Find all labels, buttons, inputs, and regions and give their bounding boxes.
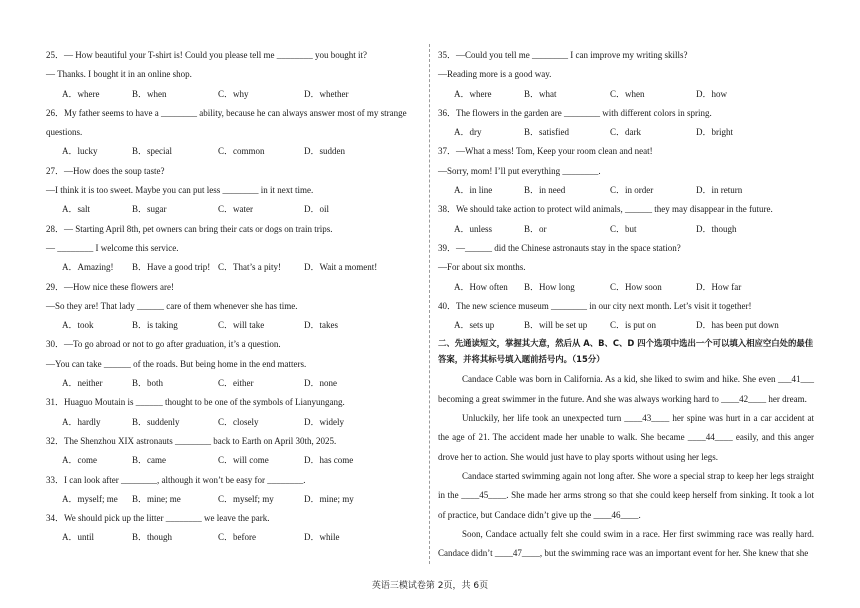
question-line: 35．—Could you tell me ________ I can improve my writing skills? bbox=[438, 50, 688, 60]
question-line: 33．I can look after ________, although it won’t be easy for ________. bbox=[46, 474, 306, 485]
passage-paragraph: Candace started swimming again not long after. She wore a special strap to keep her legs straight in the ____45____. She made her arms strong so that she could keep herself from sinking. It took a lot of practice, but Candace didn’t give up the ____46____. bbox=[438, 470, 814, 520]
page-footer: 英语三模试卷第 2页，共 6页 bbox=[371, 581, 489, 591]
option: B．Have a good trip! bbox=[132, 262, 211, 273]
options-row bbox=[438, 220, 814, 239]
cloze-passage bbox=[438, 370, 814, 563]
options-row bbox=[46, 200, 426, 219]
option: C．either bbox=[218, 378, 254, 389]
option: C．That’s a pity! bbox=[218, 262, 281, 273]
question-line: 37．—What a mess! Tom, Keep your room clean and neat! bbox=[438, 146, 653, 157]
option: C．myself; my bbox=[218, 493, 274, 504]
option: D．while bbox=[304, 532, 340, 543]
question-line: 27．—How does the soup taste? bbox=[46, 165, 165, 176]
option: B．mine; me bbox=[132, 493, 181, 504]
question-line: —For about six months. bbox=[438, 262, 526, 273]
option: C．before bbox=[218, 532, 256, 543]
question-line: 39．—______ did the Chinese astronauts stay in the space station? bbox=[438, 242, 681, 253]
option: D．in return bbox=[696, 185, 743, 196]
options-row bbox=[46, 316, 426, 335]
passage-paragraph: Unluckily, her life took an unexpected turn ____43____ her spine was hurt in a car accident at the age of 21. The accident made her unable to walk. She became ____44____ easily, and this anger drove her to action. She would just have to play sports without using her legs. bbox=[438, 413, 814, 462]
option: D．mine; my bbox=[304, 493, 354, 504]
option: D．bright bbox=[696, 127, 733, 138]
options-row bbox=[438, 278, 814, 297]
options-row bbox=[46, 374, 426, 393]
options-row bbox=[46, 142, 426, 161]
options-row bbox=[438, 181, 814, 200]
option: A．come bbox=[62, 455, 97, 466]
question-line: 30．—To go abroad or not to go after graduation, it’s a question. bbox=[46, 339, 281, 350]
option: A．sets up bbox=[454, 320, 495, 331]
question-line: 26．My father seems to have a ________ ability, because he can always answer most of my strange bbox=[46, 107, 407, 118]
passage-paragraph: Soon, Candace actually felt she could swim in a race. Her first swimming race was really hard. Candace didn’t ____47____, but the swimming race was an important event for her. She knew that she bbox=[438, 528, 814, 559]
option: A．hardly bbox=[62, 416, 101, 427]
option: D．though bbox=[696, 223, 737, 234]
option: B．both bbox=[132, 378, 164, 389]
option: D．sudden bbox=[304, 146, 345, 157]
option: D．none bbox=[304, 378, 337, 389]
question-line: — ________ I welcome this service. bbox=[46, 242, 179, 253]
options-row bbox=[46, 258, 426, 277]
option: D．how bbox=[696, 88, 727, 99]
option: A．where bbox=[62, 88, 100, 99]
option: A．in line bbox=[454, 185, 493, 196]
option: C．will come bbox=[218, 455, 269, 466]
option: B．is taking bbox=[132, 320, 178, 331]
option: A．Amazing! bbox=[62, 262, 114, 273]
option: C．water bbox=[218, 204, 253, 215]
question-line: 25．— How beautiful your T-shirt is! Could you please tell me ________ you bought it? bbox=[46, 50, 367, 60]
option: A．dry bbox=[454, 127, 482, 138]
options-row bbox=[46, 528, 426, 547]
question-line: 32．The Shenzhou XIX astronauts ________ back to Earth on April 30th, 2025. bbox=[46, 435, 337, 446]
option: D．Wait a moment! bbox=[304, 262, 378, 273]
option: B．what bbox=[524, 88, 557, 99]
option: C．in order bbox=[610, 185, 654, 196]
option: A．salt bbox=[62, 204, 90, 215]
option: B．will be set up bbox=[524, 320, 588, 331]
column-divider bbox=[429, 44, 430, 564]
option: C．How soon bbox=[610, 281, 662, 292]
options-row bbox=[46, 413, 426, 432]
options-row bbox=[46, 490, 426, 509]
option: C．common bbox=[218, 146, 265, 157]
option: D．has been put down bbox=[696, 320, 779, 331]
options-row bbox=[438, 123, 814, 142]
section-heading: 二、先通读短文，掌握其大意，然后从 A、B、C、D 四个选项中选出一个可以填入相应空白处的最佳答案，并将其标号填入题前括号内。（15分） bbox=[438, 338, 814, 365]
option: B．though bbox=[132, 532, 173, 543]
option: B．came bbox=[132, 455, 166, 466]
question-line: 36．The flowers in the garden are ________ with different colors in spring. bbox=[438, 107, 712, 118]
option: D．whether bbox=[304, 88, 349, 99]
option: B．or bbox=[524, 223, 547, 234]
option: D．takes bbox=[304, 320, 338, 331]
option: A．where bbox=[454, 88, 492, 99]
options-row bbox=[438, 316, 814, 335]
option: D．How far bbox=[696, 281, 742, 292]
question-line: —I think it is too sweet. Maybe you can put less ________ in it next time. bbox=[46, 185, 314, 196]
question-line: 34．We should pick up the litter ________ we leave the park. bbox=[46, 513, 270, 524]
option: B．special bbox=[132, 146, 172, 157]
left-column bbox=[46, 46, 426, 548]
right-questions bbox=[438, 46, 814, 335]
option: D．has come bbox=[304, 455, 354, 466]
option: A．unless bbox=[454, 223, 492, 234]
option: C．dark bbox=[610, 127, 641, 138]
option: A．myself; me bbox=[62, 493, 118, 504]
option: A．How often bbox=[454, 281, 508, 292]
option: B．satisfied bbox=[524, 127, 569, 138]
question-line: 40．The new science museum ________ in our city next month. Let’s visit it together! bbox=[438, 300, 752, 311]
option: B．when bbox=[132, 88, 167, 99]
option: D．oil bbox=[304, 204, 330, 215]
question-line: 38．We should take action to protect wild animals, ______ they may disappear in the future. bbox=[438, 204, 773, 215]
question-line: 29．—How nice these flowers are! bbox=[46, 281, 174, 292]
options-row bbox=[46, 451, 426, 470]
option: D．widely bbox=[304, 416, 344, 427]
question-line: —Sorry, mom! I’ll put everything ________. bbox=[438, 165, 601, 176]
question-line: —You can take ______ of the roads. But being home in the end matters. bbox=[46, 358, 307, 369]
question-line: 31．Huaguo Moutain is ______ thought to be one of the symbols of Lianyungang. bbox=[46, 397, 345, 408]
option: A．neither bbox=[62, 378, 103, 389]
option: C．why bbox=[218, 88, 249, 99]
option: C．but bbox=[610, 223, 637, 234]
option: C．is put on bbox=[610, 320, 657, 331]
option: C．closely bbox=[218, 416, 259, 427]
options-row bbox=[46, 85, 426, 104]
question-line: —So they are! That lady ______ care of them whenever she has time. bbox=[46, 300, 298, 311]
right-column bbox=[438, 46, 814, 563]
options-row bbox=[438, 85, 814, 104]
question-line: questions. bbox=[46, 127, 83, 138]
option: B．in need bbox=[524, 185, 566, 196]
option: B．sugar bbox=[132, 204, 167, 215]
option: C．when bbox=[610, 88, 645, 99]
option: B．How long bbox=[524, 281, 575, 292]
option: A．lucky bbox=[62, 146, 98, 157]
option: A．until bbox=[62, 532, 95, 543]
question-line: — Thanks. I bought it in an online shop. bbox=[46, 69, 192, 80]
question-line: 28．— Starting April 8th, pet owners can bring their cats or dogs on train trips. bbox=[46, 223, 333, 234]
option: A．took bbox=[62, 320, 94, 331]
question-line: —Reading more is a good way. bbox=[438, 69, 552, 80]
passage-paragraph: Candace Cable was born in California. As a kid, she liked to swim and hike. She even ___41___ becoming a great swimmer in the future. And she was always working hard to ____42____ her dream. bbox=[438, 374, 814, 404]
option: C．will take bbox=[218, 320, 265, 331]
option: B．suddenly bbox=[132, 416, 180, 427]
